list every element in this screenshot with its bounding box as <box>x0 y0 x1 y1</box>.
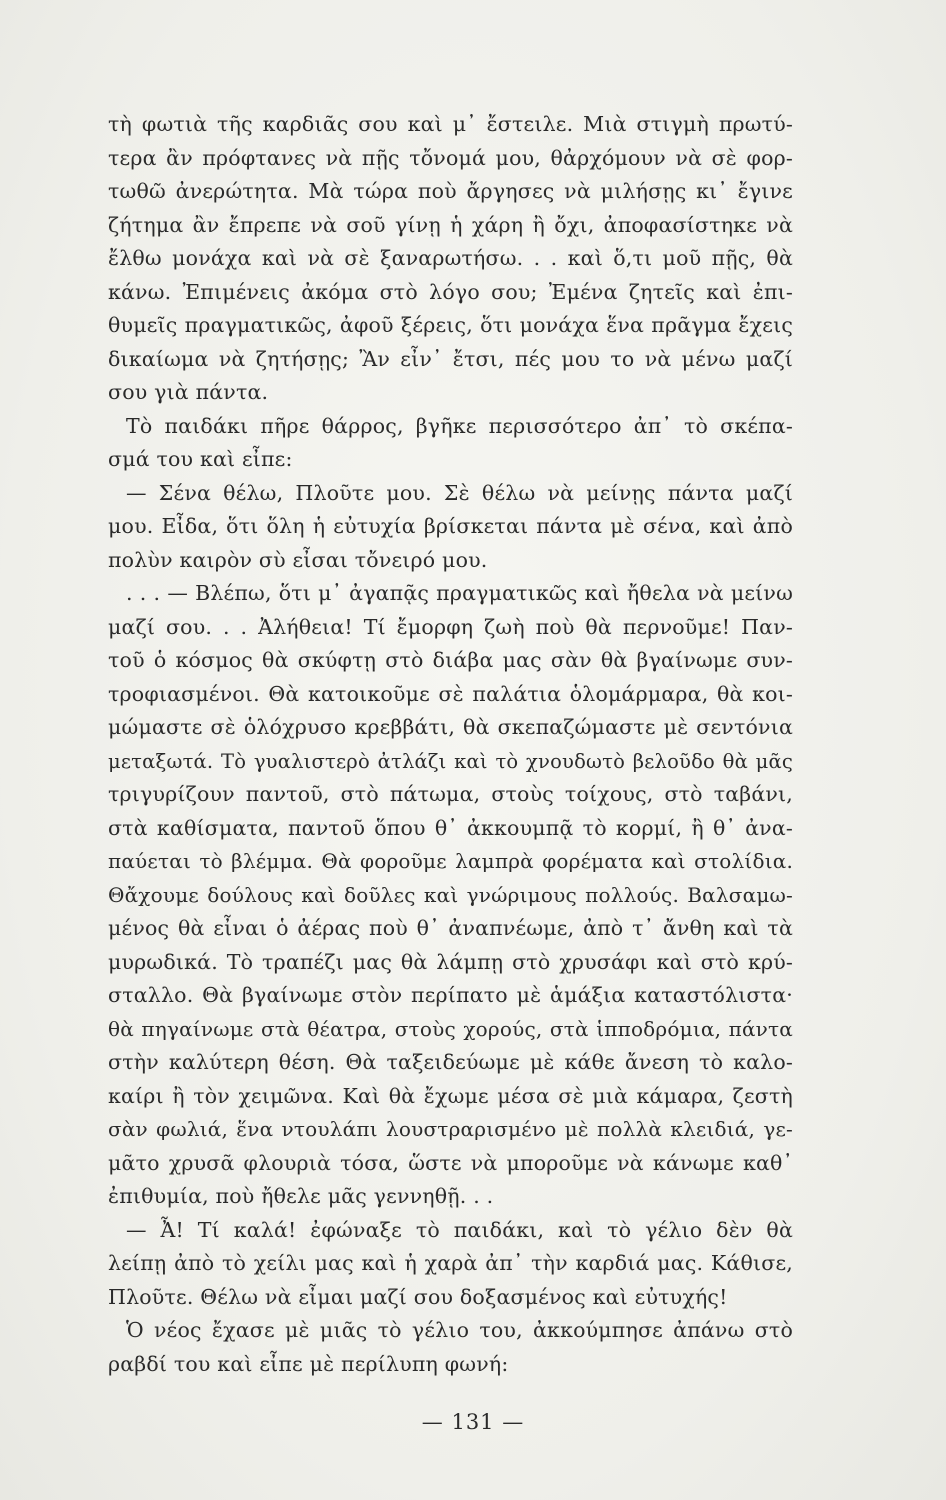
text-line: σμά του καὶ εἶπε: <box>108 447 293 471</box>
text-line: — Ἆ! Τί καλά! ἐφώναξε τὸ παιδάκι, καὶ τὸ γέλιο δὲν θὰ <box>126 1217 793 1242</box>
text-line: ἐπιθυμία, ποὺ ἤθελε μᾶς γεννηθῇ. . . <box>108 1184 494 1208</box>
text-line: δικαίωμα νὰ ζητήσῃς; Ἂν εἶν᾽ ἔτσι, πές μου το νὰ μένω μαζί <box>108 346 793 371</box>
text-line: μεταξωτά. Τὸ γυαλιστερὸ ἀτλάζι καὶ τὸ χνουδωτὸ βελοῦδο θὰ μᾶς <box>108 749 793 773</box>
text-line: τωθῶ ἀνερώτητα. Μὰ τώρα ποὺ ἄργησες νὰ μιλήσῃς κι᾽ ἔγινε <box>108 179 793 203</box>
text-line: μᾶτο χρυσᾶ φλουριὰ τόσα, ὥστε νὰ μποροῦμε νὰ κάνωμε καθ᾽ <box>108 1150 793 1175</box>
text-line: πολὺν καιρὸν σὺ εἶσαι τὄνειρό μου. <box>108 547 488 572</box>
text-line: λείπῃ ἀπὸ τὸ χείλι μας καὶ ἡ χαρὰ ἀπ᾽ τὴν καρδιά μας. Κάθισε, <box>108 1251 793 1275</box>
text-line: θὰ πηγαίνωμε στὰ θέατρα, στοὺς χορούς, στὰ ἱπποδρόμια, πάντα <box>108 1016 793 1041</box>
text-line: τερα ἂν πρόφτανες νὰ πῇς τὄνομά μου, θἀρχόμουν νὰ σὲ φορ- <box>108 145 793 170</box>
text-line: μένος θὰ εἶναι ὁ ἀέρας ποὺ θ᾽ ἀναπνέωμε, ἀπὸ τ᾽ ἄνθη καὶ τὰ <box>108 916 793 940</box>
text-line: Πλοῦτε. Θέλω νὰ εἶμαι μαζί σου δοξασμένος καὶ εὐτυχής! <box>108 1284 728 1309</box>
text-line: μώμαστε σὲ ὁλόχρυσο κρεββάτι, θὰ σκεπαζώμαστε μὲ σεντόνια <box>108 715 793 739</box>
text-line: τὴ φωτιὰ τῆς καρδιᾶς σου καὶ μ᾽ ἔστειλε. Μιὰ στιγμὴ πρωτύ- <box>108 112 793 136</box>
text-line: σὰν φωλιά, ἕνα ντουλάπι λουστραρισμένο μὲ πολλὰ κλειδιά, γε- <box>108 1117 793 1141</box>
body-text <box>108 108 793 1381</box>
text-line: σταλλο. Θὰ βγαίνωμε στὸν περίπατο μὲ ἁμάξια καταστόλιστα· <box>108 983 793 1007</box>
text-line: μου. Εἶδα, ὅτι ὅλη ἡ εὐτυχία βρίσκεται πάντα μὲ σένα, καὶ ἀπὸ <box>108 514 793 538</box>
text-line: στὴν καλύτερη θέση. Θὰ ταξειδεύωμε μὲ κάθε ἄνεση τὸ καλο- <box>108 1050 793 1074</box>
text-line: καίρι ἢ τὸν χειμῶνα. Καὶ θὰ ἔχωμε μέσα σὲ μιὰ κάμαρα, ζεστὴ <box>108 1083 793 1108</box>
text-line: — Σένα θέλω, Πλοῦτε μου. Σὲ θέλω νὰ μείνῃς πάντα μαζί <box>126 480 793 505</box>
text-line: σου γιὰ πάντα. <box>108 380 269 404</box>
text-line: παύεται τὸ βλέμμα. Θὰ φοροῦμε λαμπρὰ φορέματα καὶ στολίδια. <box>108 849 793 873</box>
text-line: ζήτημα ἂν ἔπρεπε νὰ σοῦ γίνῃ ἡ χάρη ἢ ὄχι, ἀποφασίστηκε νὰ <box>108 212 793 237</box>
text-line: τριγυρίζουν παντοῦ, στὸ πάτωμα, στοὺς τοίχους, στὸ ταβάνι, <box>108 782 793 806</box>
text-line: ἔλθω μονάχα καὶ νὰ σὲ ξαναρωτήσω. . . καὶ ὅ,τι μοῦ πῇς, θὰ <box>108 246 793 270</box>
text-line: τοῦ ὁ κόσμος θὰ σκύφτῃ στὸ διάβα μας σὰν θὰ βγαίνωμε συν- <box>108 648 793 672</box>
text-line: μυρωδικά. Τὸ τραπέζι μας θὰ λάμπῃ στὸ χρυσάφι καὶ στὸ κρύ- <box>108 949 793 974</box>
text-line: ραβδί του καὶ εἶπε μὲ περίλυπη φωνή: <box>108 1351 509 1376</box>
text-line: . . . — Βλέπω, ὅτι μ᾽ ἀγαπᾷς πραγματικῶς καὶ ἤθελα νὰ μείνω <box>126 581 793 605</box>
text-line: τροφιασμένοι. Θὰ κατοικοῦμε σὲ παλάτια ὁλομάρμαρα, θὰ κοι- <box>108 681 793 706</box>
text-line: μαζί σου. . . Ἀλήθεια! Τί ἔμορφη ζωὴ ποὺ θὰ περνοῦμε! Παν- <box>108 614 793 639</box>
text-line: στὰ καθίσματα, παντοῦ ὅπου θ᾽ ἀκκουμπᾷ τὸ κορμί, ἢ θ᾽ ἀνα- <box>108 815 793 840</box>
text-line: Θἄχουμε δούλους καὶ δοῦλες καὶ γνώριμους πολλούς. Βαλσαμω- <box>108 882 793 907</box>
text-line: κάνω. Ἐπιμένεις ἀκόμα στὸ λόγο σου; Ἐμένα ζητεῖς καὶ ἐπι- <box>108 279 793 304</box>
text-line: Ὁ νέος ἔχασε μὲ μιᾶς τὸ γέλιο του, ἀκκούμπησε ἀπάνω στὸ <box>126 1318 793 1342</box>
page-number: — 131 — <box>421 1410 525 1434</box>
text-line: Τὸ παιδάκι πῆρε θάρρος, βγῆκε περισσότερο ἀπ᾽ τὸ σκέπα- <box>126 413 793 438</box>
text-line: θυμεῖς πραγματικῶς, ἀφοῦ ξέρεις, ὅτι μονάχα ἕνα πρᾶγμα ἔχεις <box>108 313 793 337</box>
